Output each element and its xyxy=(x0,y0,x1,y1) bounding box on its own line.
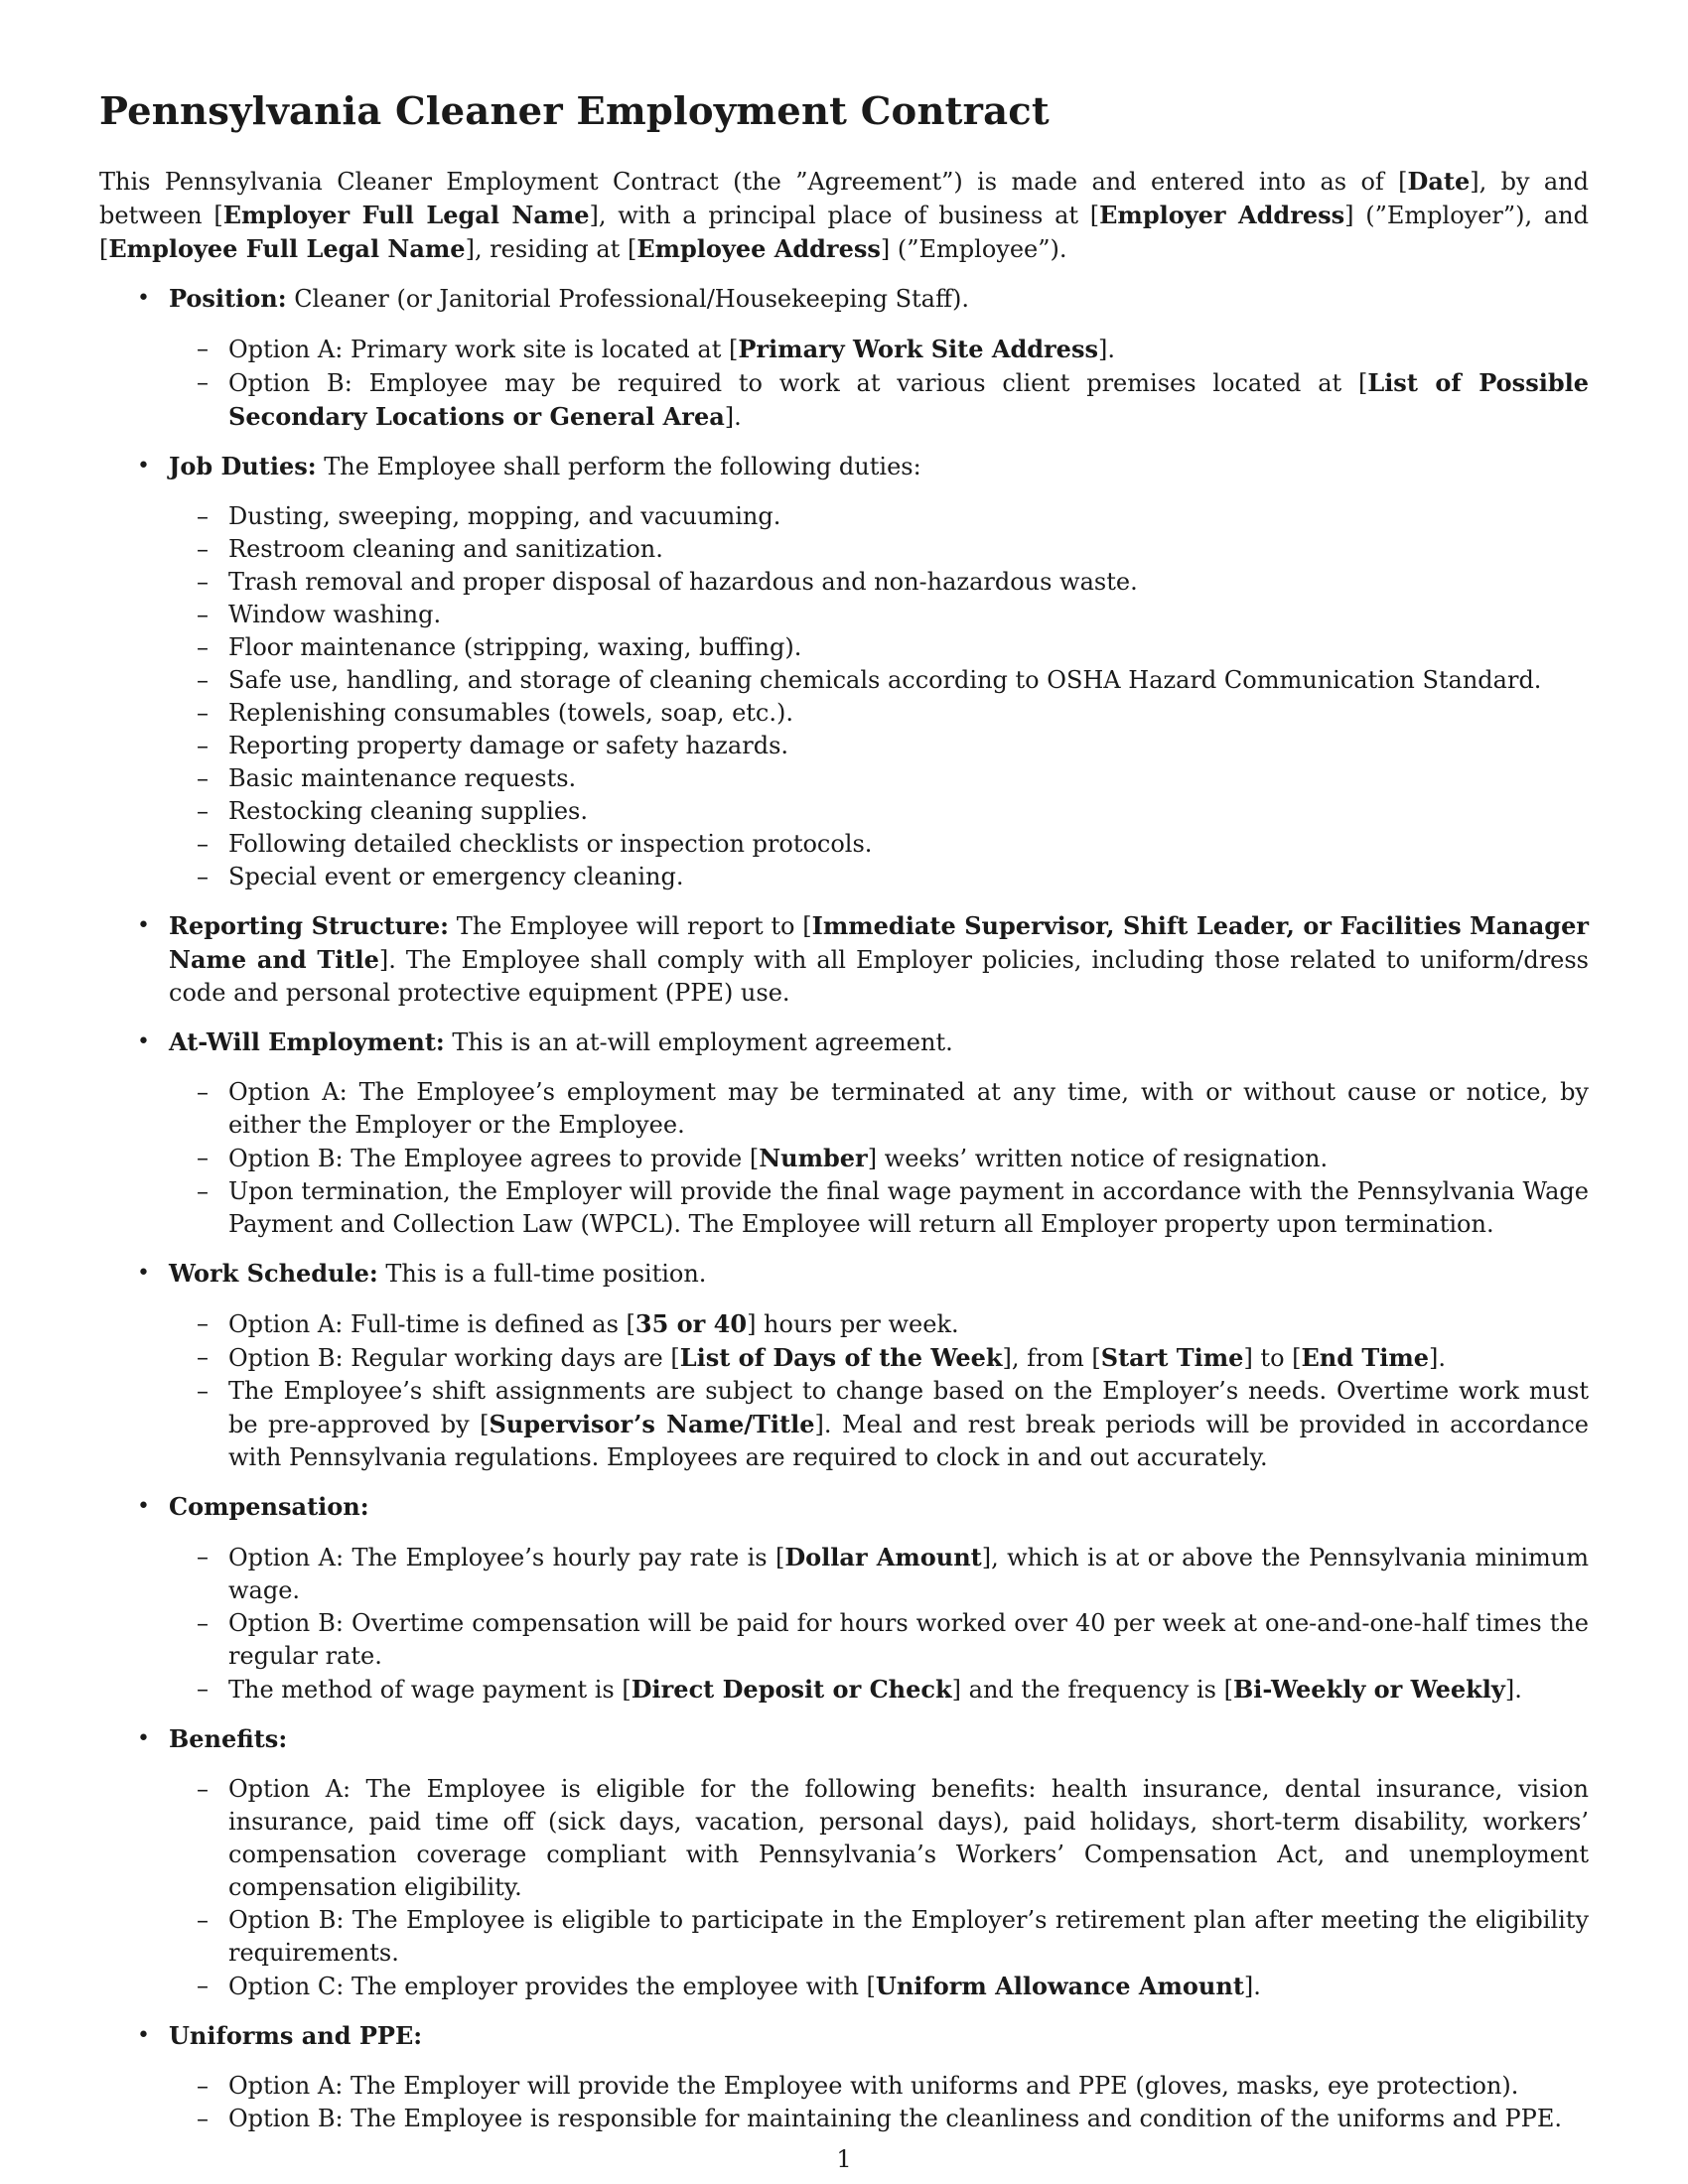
document-title: Pennsylvania Cleaner Employment Contract xyxy=(99,89,1050,134)
list-item: – Option B: The Employee is eligible to participate in the Employer’s retirement plan after meeting the eligibility requirements. xyxy=(197,1906,1589,1967)
list-item: – Option A: The Employer will provide the Employee with uniforms and PPE (gloves, masks, eye protection). xyxy=(169,2070,1589,2103)
duties-list xyxy=(169,500,1589,893)
supervisor-placeholder: Immediate Supervisor, Shift Leader, or Facilities Manager Name and Title xyxy=(169,911,1589,974)
dash-icon: – xyxy=(197,335,209,362)
dash-icon: – xyxy=(197,830,209,858)
dash-icon: – xyxy=(197,1972,209,1999)
list-item: – Option C: The employer provides the employee with [Uniform Allowance Amount]. xyxy=(197,1972,1261,2000)
dash-icon: – xyxy=(197,1775,209,1803)
dash-icon: – xyxy=(197,1543,209,1570)
dash-icon: – xyxy=(197,1609,209,1637)
dash-icon: – xyxy=(197,633,209,661)
dash-icon: – xyxy=(197,1309,209,1337)
dash-icon: – xyxy=(197,535,209,563)
section-benefits xyxy=(99,1722,1589,2003)
duty-item: – Replenishing consumables (towels, soap, etc.). xyxy=(169,697,1589,730)
section-heading: At-Will Employment: xyxy=(169,1027,445,1056)
document-body xyxy=(99,89,1589,2151)
duty-item: – Dusting, sweeping, mopping, and vacuuming. xyxy=(169,500,1589,533)
list-item: – Option B: Regular working days are [List of Days of the Week], from [Start Time] to [End Time]. xyxy=(197,1343,1447,1372)
dash-icon: – xyxy=(197,1144,209,1171)
list-item: – Option A: The Employee is eligible for the following benefits: health insurance, dental insurance, vision insurance, paid time off (sick days, vacation, personal days), paid holidays, short-term disability, workers’ compensation coverage compliant with Pennsylvania’s Workers’ Compensation Act, and unemployment compensation eligibility. xyxy=(197,1775,1589,1901)
dash-icon: – xyxy=(197,1906,209,1934)
section-work-schedule: • Work Schedule: This is a full-time position. – Option A: Full-time is defined as [35 or 40] hours per week. – Option B: Regular working days are [List of Days of the Week], from [Start Time] to [End Time]. – The Employee’s shift assignments are subject to change based on the Employer’s needs. Overtime work must be pre-approved by [Supervisor’s Name/Title]. Meal and rest break periods will be provided in accordance with Pennsylvania regulations. Employees are required to clock in and out accurately. xyxy=(99,1257,1589,1474)
section-heading: Position: xyxy=(169,284,287,313)
section-uniforms-ppe xyxy=(99,2019,1589,2135)
duty-item: – Trash removal and proper disposal of hazardous and non-hazardous waste. xyxy=(169,566,1589,599)
section-heading: Job Duties: xyxy=(169,452,317,480)
dash-icon: – xyxy=(197,502,209,530)
dash-icon: – xyxy=(197,2072,209,2100)
section-heading: Compensation: xyxy=(169,1492,369,1521)
section-position: • Position: Cleaner (or Janitorial Professional/Housekeeping Staff). – Option A: Primary work site is located at [Primary Work Site Address]. – Option B: Employee may be required to work at various client premises located at [List of Possible Secondary Locations or General Area]. xyxy=(99,282,1589,434)
dash-icon: – xyxy=(197,863,209,890)
employee-name-placeholder: Employee Full Legal Name xyxy=(108,234,466,263)
duty-item: – Reporting property damage or safety hazards. xyxy=(169,730,1589,762)
dash-icon: – xyxy=(197,1675,209,1703)
employer-name-placeholder: Employer Full Legal Name xyxy=(222,201,590,229)
employee-address-placeholder: Employee Address xyxy=(636,234,881,263)
intro-paragraph: This Pennsylvania Cleaner Employment Contract (the ”Agreement”) is made and entered into as of [Date], by and between [Employer Full Legal Name], with a principal place of business at [Employer Address] (”Employer”), and [Employee Full Legal Name], residing at [Employee Address] (”Employee”). xyxy=(99,167,1589,263)
section-job-duties: • Job Duties: The Employee shall perform the following duties: – Dusting, sweeping, mopping, and vacuuming. – Restroom cleaning and sanitization. – Trash removal and proper disposal of hazardous and non-hazardous waste. – Window washing. – Floor maintenance (stripping, waxing, buffing). – Safe use, handling, and storage of cleaning chemicals according to OSHA Hazard Communication Standard. – Replenishing consumables (towels, soap, etc.). – Reporting property damage or safety hazards. – Basic maintenance requests. – Restocking cleaning supplies. – Following detailed checklists or inspection protocols. – Special event or emergency cleaning. xyxy=(99,450,1589,893)
dash-icon: – xyxy=(197,568,209,596)
duty-item: – Restroom cleaning and sanitization. xyxy=(169,533,1589,566)
duty-item: – Floor maintenance (stripping, waxing, buffing). xyxy=(169,631,1589,664)
dash-icon: – xyxy=(197,699,209,727)
bullet-icon: • xyxy=(137,913,150,938)
contract-sections xyxy=(99,282,1589,2135)
duty-item: – Following detailed checklists or inspection protocols. xyxy=(169,828,1589,861)
list-item: – Option B: Employee may be required to work at various client premises located at [List of Possible Secondary Locations or General Area]. xyxy=(197,368,1589,431)
dash-icon: – xyxy=(197,601,209,628)
dash-icon: – xyxy=(197,666,209,694)
bullet-icon: • xyxy=(137,1261,150,1286)
list-item: – Option A: The Employee’s hourly pay rate is [Dollar Amount], which is at or above the Pennsylvania minimum wage. xyxy=(197,1543,1589,1604)
section-at-will-employment: • At-Will Employment: This is an at-will employment agreement. – Option A: The Employee’s employment may be terminated at any time, with or without cause or notice, by either the Employer or the Employee. – Option B: The Employee agrees to provide [Number] weeks’ written notice of resignation. – Upon termination, the Employer will provide the final wage payment in accordance with the Pennsylvania Wage Payment and Collection Law (WPCL). The Employee will return all Employer property upon termination. xyxy=(99,1025,1589,1241)
bullet-icon: • xyxy=(137,1726,150,1751)
duty-item: – Basic maintenance requests. xyxy=(169,762,1589,795)
section-heading: Uniforms and PPE: xyxy=(169,2021,423,2050)
dash-icon: – xyxy=(197,1343,209,1371)
dash-icon: – xyxy=(197,1177,209,1205)
dash-icon: – xyxy=(197,2105,209,2132)
duty-item: – Restocking cleaning supplies. xyxy=(169,795,1589,828)
employer-address-placeholder: Employer Address xyxy=(1099,201,1345,229)
date-placeholder: Date xyxy=(1407,167,1471,196)
bullet-icon: • xyxy=(137,454,150,478)
list-item: – The Employee’s shift assignments are subject to change based on the Employer’s needs. Overtime work must be pre-approved by [Supervisor’s Name/Title]. Meal and rest break periods will be provided in accordance with Pennsylvania regulations. Employees are required to clock in and out accurately. xyxy=(197,1377,1590,1471)
duty-item: – Safe use, handling, and storage of cleaning chemicals according to OSHA Hazard Communication Standard. xyxy=(169,664,1589,697)
list-item: – Option B: Overtime compensation will be paid for hours worked over 40 per week at one-and-one-half times the regular rate. xyxy=(197,1609,1589,1670)
list-item: – Option B: The Employee agrees to provide [Number] weeks’ written notice of resignation. xyxy=(197,1144,1329,1172)
section-reporting-structure: • Reporting Structure: The Employee will report to [Immediate Supervisor, Shift Leader, or Facilities Manager Name and Title]. The Employee shall comply with all Employer policies, including those related to uniform/dress code and personal protective equipment (PPE) use. xyxy=(137,911,1589,1007)
bullet-icon: • xyxy=(137,2023,150,2048)
duty-item: – Special event or emergency cleaning. xyxy=(169,861,1589,893)
bullet-icon: • xyxy=(137,1029,150,1054)
list-item: – Option A: The Employee’s employment may be terminated at any time, with or without cause or notice, by either the Employer or the Employee. xyxy=(197,1078,1589,1139)
bullet-icon: • xyxy=(137,1494,150,1519)
section-heading: Benefits: xyxy=(169,1724,288,1753)
section-compensation xyxy=(99,1490,1589,1706)
dash-icon: – xyxy=(197,732,209,759)
dash-icon: – xyxy=(197,797,209,825)
page-number: 1 xyxy=(836,2145,852,2173)
dash-icon: – xyxy=(197,368,209,396)
list-item: – Option A: Primary work site is located at [Primary Work Site Address]. xyxy=(197,335,1115,363)
list-item: – Option B: The Employee is responsible for maintaining the cleanliness and condition of the uniforms and PPE. xyxy=(169,2103,1589,2135)
list-item: – Option A: Full-time is defined as [35 or 40] hours per week. xyxy=(197,1309,959,1338)
list-item: – The method of wage payment is [Direct Deposit or Check] and the frequency is [Bi-Weekly or Weekly]. xyxy=(197,1675,1522,1704)
bullet-icon: • xyxy=(137,286,150,311)
dash-icon: – xyxy=(197,1377,209,1405)
section-heading: Work Schedule: xyxy=(169,1259,378,1288)
dash-icon: – xyxy=(197,1078,209,1106)
list-item: – Upon termination, the Employer will provide the final wage payment in accordance with the Pennsylvania Wage Payment and Collection Law (WPCL). The Employee will return all Employer property upon termination. xyxy=(197,1177,1589,1238)
section-heading: Reporting Structure: xyxy=(169,911,450,940)
duty-item: – Window washing. xyxy=(169,599,1589,631)
dash-icon: – xyxy=(197,764,209,792)
